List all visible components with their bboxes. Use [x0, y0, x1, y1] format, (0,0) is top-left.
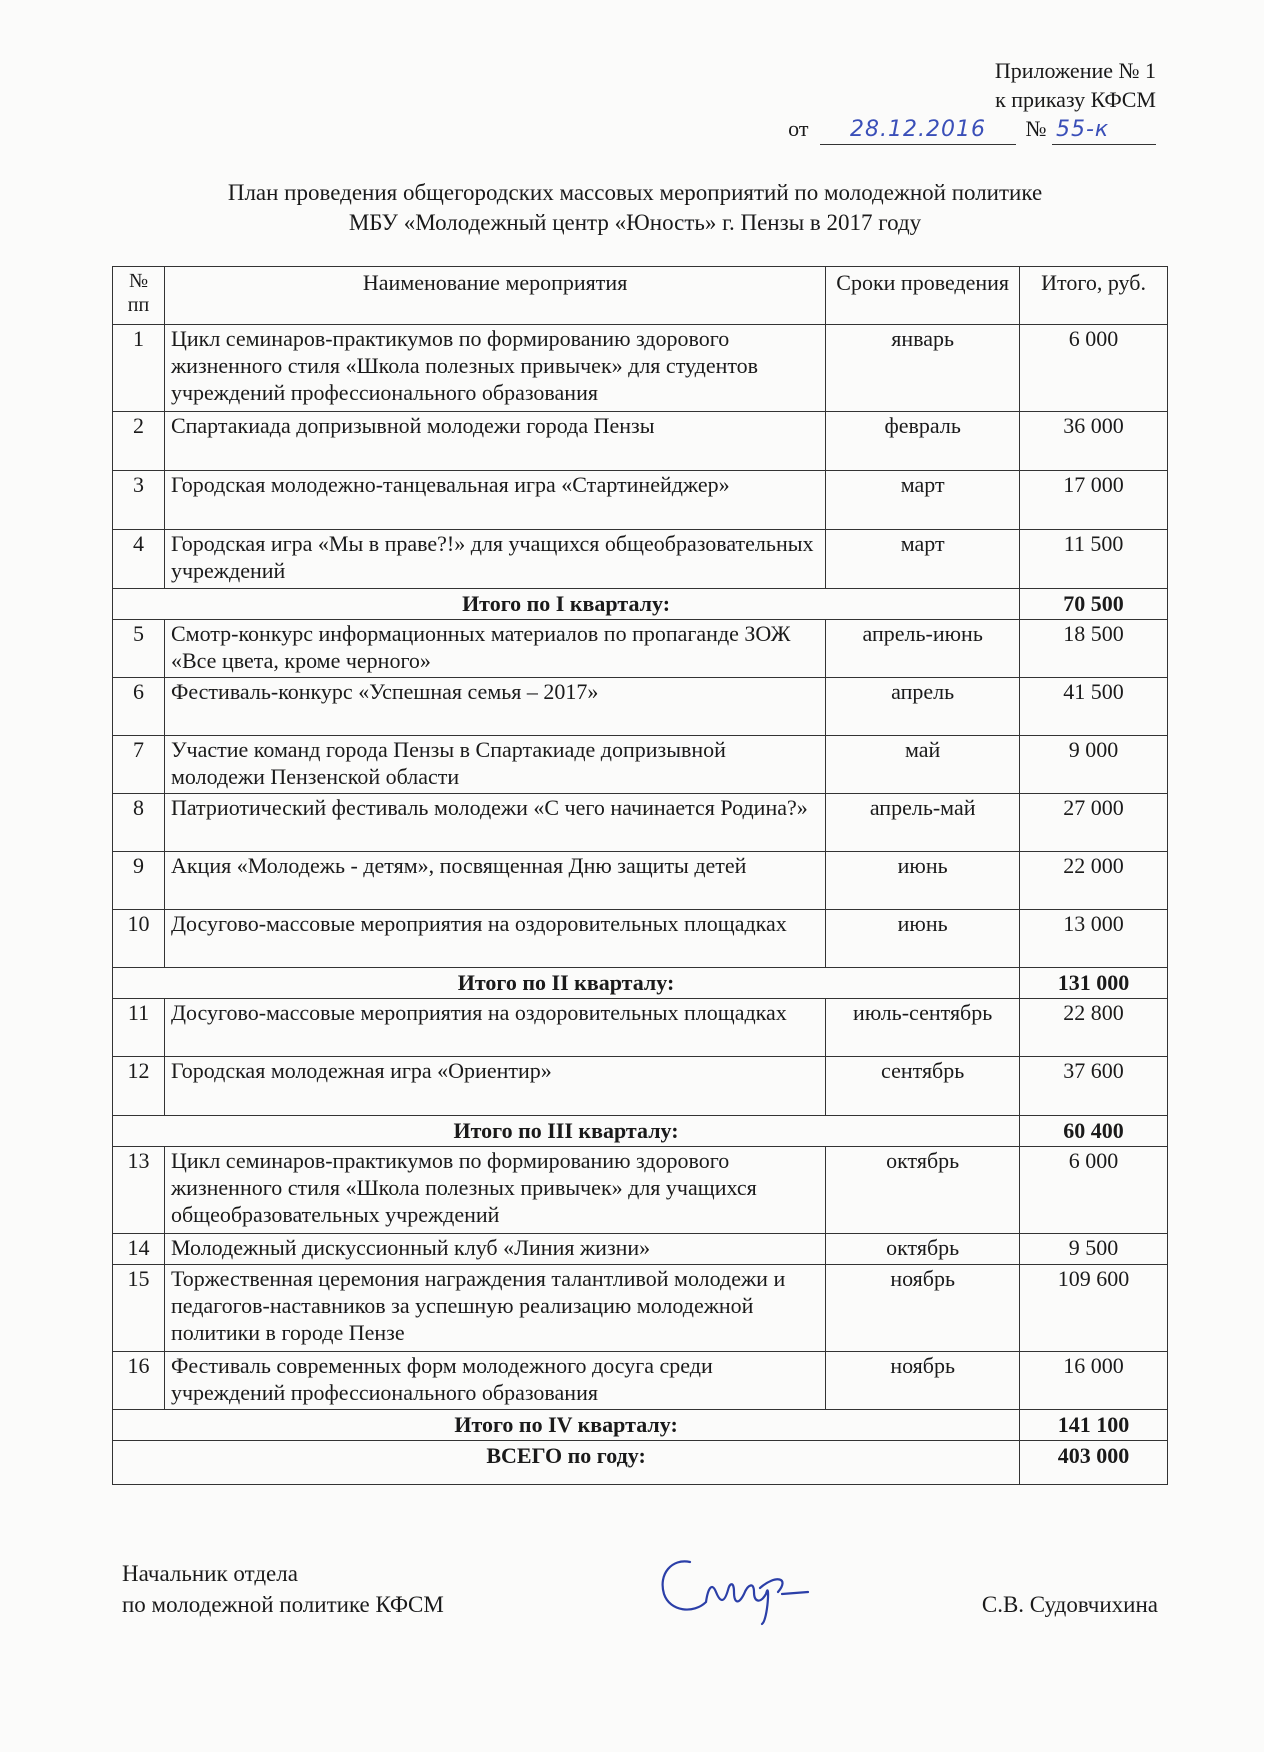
row-sum: 27 000: [1020, 794, 1168, 852]
row-name: Патриотический фестиваль молодежи «С чего начинается Родина?»: [164, 794, 825, 852]
table-row: [113, 471, 1168, 530]
row-num: 16: [113, 1352, 165, 1410]
row-time: апрель: [826, 678, 1020, 736]
row-sum: 13 000: [1020, 910, 1168, 968]
row-time: ноябрь: [826, 1265, 1020, 1352]
row-sum: 9 000: [1020, 736, 1168, 794]
row-sum: 109 600: [1020, 1265, 1168, 1352]
order-date-handwritten: 28.12.2016: [850, 117, 986, 142]
table-row: [113, 910, 1168, 968]
table-row: [113, 620, 1168, 678]
row-name: Досугово-массовые мероприятия на оздоровительных площадках: [164, 910, 825, 968]
order-number-handwritten: 55-к: [1056, 117, 1110, 142]
table-row: [113, 530, 1168, 589]
row-name: Досугово-массовые мероприятия на оздоровительных площадках: [164, 999, 825, 1057]
row-sum: 36 000: [1020, 412, 1168, 471]
row-num: 13: [113, 1147, 165, 1234]
table-row: [113, 1352, 1168, 1410]
row-name: Торжественная церемония награждения талантливой молодежи и педагогов-наставников за успешную реализацию молодежной политики в городе Пензе: [164, 1265, 825, 1352]
row-num: 3: [113, 471, 165, 530]
row-num: 4: [113, 530, 165, 589]
events-plan-table: [112, 266, 1168, 1485]
row-num: 5: [113, 620, 165, 678]
table-row: [113, 325, 1168, 412]
row-name: Смотр-конкурс информационных материалов по пропаганде ЗОЖ «Все цвета, кроме черного»: [164, 620, 825, 678]
subtotal-row-q1: [113, 589, 1168, 620]
order-date-field: [820, 114, 1016, 145]
total-label: ВСЕГО по году:: [113, 1441, 1020, 1485]
table-row: [113, 1234, 1168, 1265]
row-name: Фестиваль-конкурс «Успешная семья – 2017»: [164, 678, 825, 736]
row-name: Молодежный дискуссионный клуб «Линия жизни»: [164, 1234, 825, 1265]
row-sum: 37 600: [1020, 1057, 1168, 1116]
attachment-header: [788, 56, 1156, 146]
row-num: 2: [113, 412, 165, 471]
header-time: Сроки проведения: [826, 267, 1020, 325]
signatory-position: [122, 1558, 444, 1620]
number-label: №: [1025, 116, 1047, 141]
subtotal-sum: 131 000: [1020, 968, 1168, 999]
row-num: 1: [113, 325, 165, 412]
row-name: Городская молодежно-танцевальная игра «Стартинейджер»: [164, 471, 825, 530]
row-time: сентябрь: [826, 1057, 1020, 1116]
row-sum: 6 000: [1020, 325, 1168, 412]
row-time: июнь: [826, 910, 1020, 968]
table-row: [113, 736, 1168, 794]
subtotal-label: Итого по III кварталу:: [113, 1116, 1020, 1147]
row-num: 7: [113, 736, 165, 794]
row-num: 15: [113, 1265, 165, 1352]
row-time: октябрь: [826, 1234, 1020, 1265]
title-line-2: МБУ «Молодежный центр «Юность» г. Пензы в 2017 году: [348, 210, 922, 235]
row-sum: 41 500: [1020, 678, 1168, 736]
subtotal-sum: 60 400: [1020, 1116, 1168, 1147]
attachment-line-2: к приказу КФСМ: [995, 87, 1156, 112]
signer-name: С.В. Судовчихина: [981, 1592, 1158, 1617]
subtotal-sum: 70 500: [1020, 589, 1168, 620]
table-row: [113, 852, 1168, 910]
subtotal-label: Итого по IV кварталу:: [113, 1410, 1020, 1441]
row-name: Участие команд города Пензы в Спартакиаде допризывной молодежи Пензенской области: [164, 736, 825, 794]
row-name: Городская молодежная игра «Ориентир»: [164, 1057, 825, 1116]
row-sum: 22 000: [1020, 852, 1168, 910]
attachment-line-1: Приложение № 1: [994, 58, 1156, 83]
row-num: 6: [113, 678, 165, 736]
row-name: Фестиваль современных форм молодежного досуга среди учреждений профессионального образования: [164, 1352, 825, 1410]
table-row: [113, 794, 1168, 852]
row-num: 12: [113, 1057, 165, 1116]
row-num: 10: [113, 910, 165, 968]
position-line-2: по молодежной политике КФСМ: [122, 1592, 444, 1617]
row-num: 11: [113, 999, 165, 1057]
table-row: [113, 1057, 1168, 1116]
table-row: [113, 678, 1168, 736]
row-sum: 6 000: [1020, 1147, 1168, 1234]
subtotal-sum: 141 100: [1020, 1410, 1168, 1441]
table-row: [113, 999, 1168, 1057]
handwritten-signature: [650, 1548, 820, 1628]
subtotal-row-q4: [113, 1410, 1168, 1441]
row-time: июль-сентябрь: [826, 999, 1020, 1057]
header-sum: Итого, руб.: [1020, 267, 1168, 325]
row-time: май: [826, 736, 1020, 794]
from-label: от: [788, 116, 809, 141]
document-title: [100, 178, 1170, 238]
table-row: [113, 1147, 1168, 1234]
row-time: апрель-май: [826, 794, 1020, 852]
total-sum: 403 000: [1020, 1441, 1168, 1485]
position-line-1: Начальник отдела: [122, 1561, 298, 1586]
row-name: Цикл семинаров-практикумов по формированию здорового жизненного стиля «Школа полезных привычек» для учащихся общеобразовательных учреждений: [164, 1147, 825, 1234]
total-row-year: [113, 1441, 1168, 1485]
row-sum: 9 500: [1020, 1234, 1168, 1265]
row-name: Спартакиада допризывной молодежи города Пензы: [164, 412, 825, 471]
order-number-field: [1052, 114, 1156, 145]
subtotal-label: Итого по II кварталу:: [113, 968, 1020, 999]
row-num: 14: [113, 1234, 165, 1265]
row-time: октябрь: [826, 1147, 1020, 1234]
table-row: [113, 412, 1168, 471]
table-row: [113, 1265, 1168, 1352]
row-time: апрель-июнь: [826, 620, 1020, 678]
row-name: Городская игра «Мы в праве?!» для учащихся общеобразовательных учреждений: [164, 530, 825, 589]
row-num: 9: [113, 852, 165, 910]
row-name: Цикл семинаров-практикумов по формированию здорового жизненного стиля «Школа полезных привычек» для студентов учреждений профессионального образования: [164, 325, 825, 412]
row-num: 8: [113, 794, 165, 852]
row-sum: 18 500: [1020, 620, 1168, 678]
row-sum: 22 800: [1020, 999, 1168, 1057]
header-name: Наименование мероприятия: [164, 267, 825, 325]
subtotal-row-q2: [113, 968, 1168, 999]
header-num: № пп: [113, 267, 165, 325]
row-time: февраль: [826, 412, 1020, 471]
subtotal-label: Итого по I кварталу:: [113, 589, 1020, 620]
table-header-row: [113, 267, 1168, 325]
row-time: март: [826, 530, 1020, 589]
row-time: март: [826, 471, 1020, 530]
title-line-1: План проведения общегородских массовых мероприятий по молодежной политике: [227, 180, 1043, 205]
row-time: ноябрь: [826, 1352, 1020, 1410]
row-time: июнь: [826, 852, 1020, 910]
row-sum: 16 000: [1020, 1352, 1168, 1410]
row-time: январь: [826, 325, 1020, 412]
subtotal-row-q3: [113, 1116, 1168, 1147]
row-sum: 11 500: [1020, 530, 1168, 589]
attachment-line-3: [788, 114, 1156, 146]
row-name: Акция «Молодежь - детям», посвященная Дню защиты детей: [164, 852, 825, 910]
row-sum: 17 000: [1020, 471, 1168, 530]
